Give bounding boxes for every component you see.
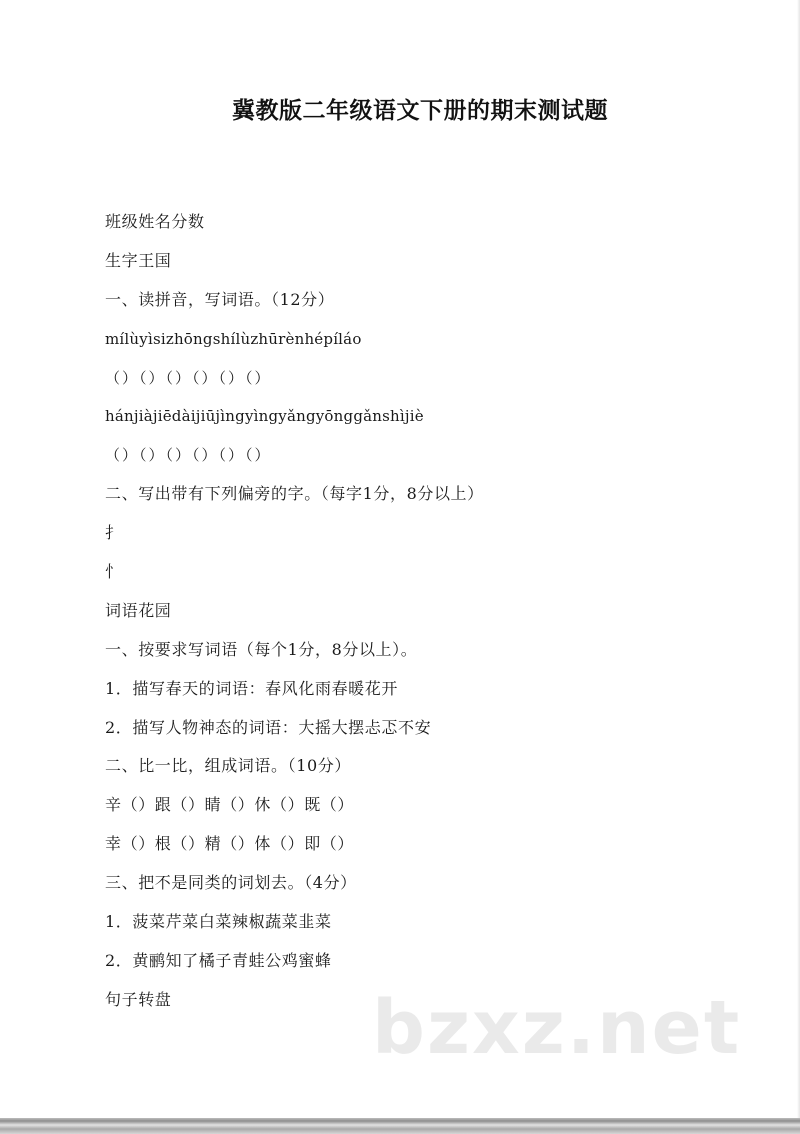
pinyin-line-2: hánjiàjiēdàijiūjìngyìngyǎngyōnggǎnshìjiè — [105, 407, 424, 426]
item-vegetables: 1．菠菜芹菜白菜辣椒蔬菜韭菜 — [105, 912, 332, 932]
item-expression-words: 2．描写人物神态的词语：大摇大摆忐忑不安 — [105, 717, 432, 737]
section-heading-characters: 生字王国 — [105, 250, 172, 270]
section-heading-words: 词语花园 — [105, 600, 172, 620]
page-bottom-edge — [0, 1118, 800, 1134]
watermark-text: bzxz.net — [372, 985, 742, 1071]
radical-hand: 扌 — [105, 523, 122, 543]
item-spring-words: 1．描写春天的词语：春风化雨春暖花开 — [105, 678, 398, 698]
question-odd-word-out: 三、把不是同类的词划去。（4分） — [105, 873, 357, 893]
question-radicals: 二、写出带有下列偏旁的字。（每字1分，8分以上） — [105, 484, 484, 504]
document-title: 冀教版二年级语文下册的期末测试题 — [232, 98, 608, 124]
section-heading-sentences: 句子转盘 — [105, 989, 172, 1009]
question-write-words: 一、按要求写词语（每个1分，8分以上）。 — [105, 639, 418, 659]
document-body — [105, 208, 745, 1025]
question-pinyin-words: 一、读拼音，写词语。（12分） — [105, 289, 335, 309]
compare-row-2: 幸（）根（）精（）体（）即（） — [105, 834, 355, 854]
answer-blanks-1: （）（）（）（）（）（） — [105, 368, 272, 387]
answer-blanks-2: （）（）（）（）（）（） — [105, 446, 272, 465]
compare-row-1: 辛（）跟（）睛（）休（）既（） — [105, 795, 355, 815]
question-compare-words: 二、比一比，组成词语。（10分） — [105, 756, 351, 776]
item-animals: 2．黄鹂知了橘子青蛙公鸡蜜蜂 — [105, 950, 332, 970]
line-class-name-score: 班级姓名分数 — [105, 212, 205, 231]
pinyin-line-1: mílùyìsizhōngshílùzhūrènhépíláo — [105, 329, 362, 348]
radical-heart: 忄 — [105, 562, 122, 582]
